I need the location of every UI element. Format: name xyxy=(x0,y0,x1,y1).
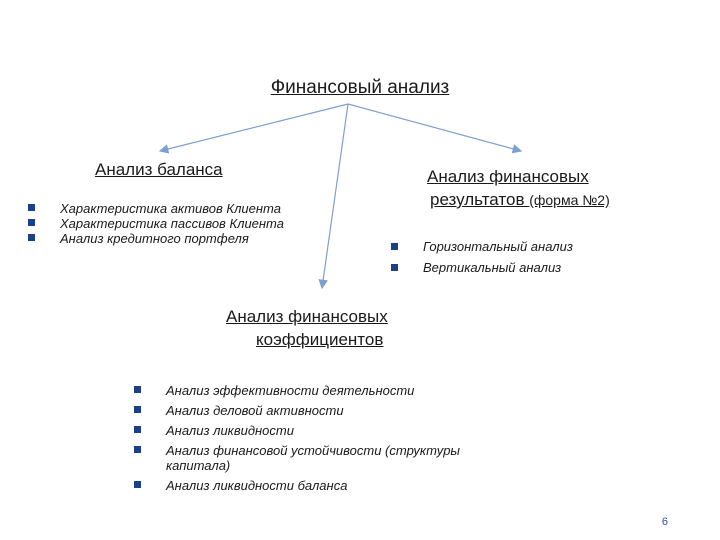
balance-list xyxy=(28,201,328,246)
square-bullet-icon xyxy=(28,204,35,211)
list-item-text: Горизонтальный анализ xyxy=(423,239,573,254)
results-list xyxy=(391,236,651,278)
list-item-text: Характеристика пассивов Клиента xyxy=(60,216,284,231)
arrow-to-results xyxy=(348,104,521,151)
list-item-text: Анализ деловой активности xyxy=(166,403,344,418)
balance-heading: Анализ баланса xyxy=(95,160,223,179)
square-bullet-icon xyxy=(134,446,141,453)
list-item xyxy=(28,231,328,246)
list-item-text: Анализ ликвидности xyxy=(166,423,294,438)
square-bullet-icon xyxy=(391,264,398,271)
square-bullet-icon xyxy=(28,234,35,241)
list-item xyxy=(391,257,651,278)
list-item xyxy=(391,236,651,257)
list-item-text: Анализ эффективности деятельности xyxy=(166,383,415,398)
list-item-text: Анализ ликвидности баланса xyxy=(166,478,348,493)
square-bullet-icon xyxy=(134,386,141,393)
square-bullet-icon xyxy=(28,219,35,226)
list-item xyxy=(134,403,534,418)
ratios-list xyxy=(134,383,534,493)
list-item-text: Анализ кредитного портфеля xyxy=(60,231,249,246)
list-item-text: Анализ финансовой устойчивости (структуры капитала) xyxy=(166,443,460,473)
list-item xyxy=(28,201,328,216)
results-heading-line2: результатов xyxy=(430,190,525,209)
square-bullet-icon xyxy=(391,243,398,250)
diagram-title xyxy=(0,77,720,99)
list-item-text: Характеристика активов Клиента xyxy=(60,201,281,216)
list-item xyxy=(28,216,328,231)
list-item xyxy=(134,423,534,438)
ratios-heading-line2: коэффициентов xyxy=(256,330,384,349)
page-number: 6 xyxy=(661,516,668,528)
arrow-to-balance xyxy=(160,104,348,151)
results-heading xyxy=(427,165,610,212)
results-heading-line1: Анализ финансовых xyxy=(427,167,589,186)
square-bullet-icon xyxy=(134,406,141,413)
ratios-heading-line1: Анализ финансовых xyxy=(226,307,388,326)
diagram-title-text: Финансовый анализ xyxy=(270,77,450,98)
arrow-to-ratios xyxy=(322,104,348,288)
square-bullet-icon xyxy=(134,481,141,488)
list-item xyxy=(134,443,506,473)
list-item-text: Вертикальный анализ xyxy=(423,260,562,275)
ratios-heading xyxy=(226,305,388,351)
list-item xyxy=(134,478,534,493)
list-item xyxy=(134,383,534,398)
results-form-note: (форма №2) xyxy=(529,192,610,208)
square-bullet-icon xyxy=(134,426,141,433)
